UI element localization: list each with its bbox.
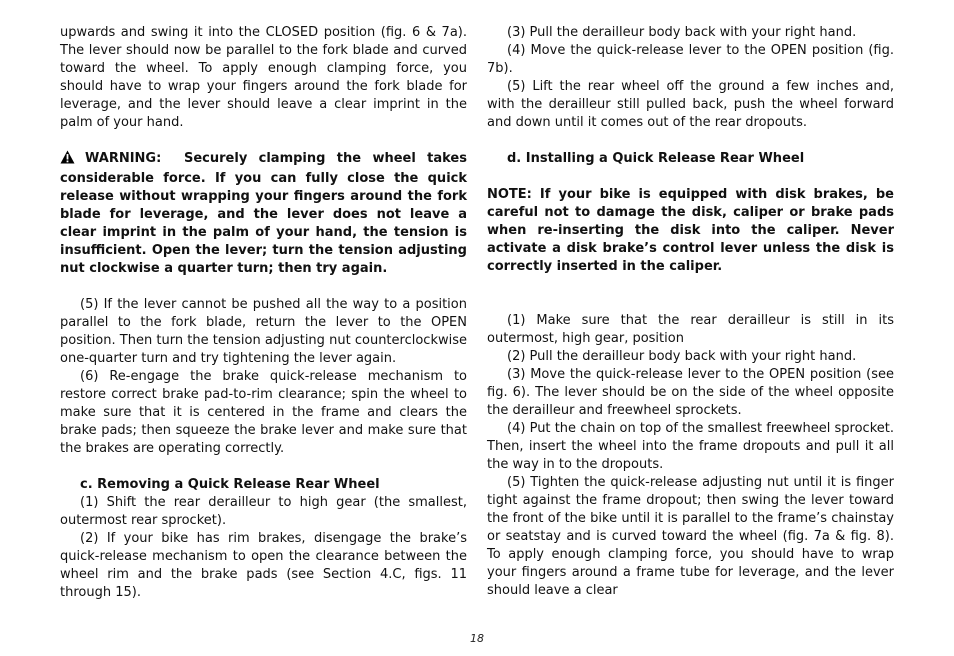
warning-label: WARNING: [85, 151, 162, 166]
section-d-heading: d. Installing a Quick Release Rear Wheel [507, 151, 805, 166]
section-d-step-5: (5) Tighten the quick-release adjusting nut until it is finger tight against the frame dropout; then swing the lever toward the front of the bike until it is parallel to the frame’s chainstay or seatstay and is curved toward the wheel (fig. 7a & fig. 8). To apply enough clamping force, you should have to wrap your fingers around a frame tube for leverage, and the lever should leave a clear [487, 475, 894, 598]
right-column [487, 24, 894, 600]
section-c-step-5: (5) Lift the rear wheel off the ground a few inches and, with the derailleur still pulled back, push the wheel forward and down until it comes out of the rear dropouts. [487, 79, 894, 130]
warning-triangle-icon [60, 150, 75, 170]
warning-text: Securely clamping the wheel takes considerable force. If you can fully close the quick release without wrapping your fingers around the fork blade for leverage, and the lever does not leave a clear imprint in the palm of your hand, the tension is insufficient. Open the lever; turn the tension adjusting nut clockwise a quarter turn; then try again. [60, 151, 467, 276]
section-d-step-3: (3) Move the quick-release lever to the OPEN position (see fig. 6). The lever should be on the side of the wheel opposite the derailleur and freewheel sprockets. [487, 367, 894, 418]
section-c-step-1: (1) Shift the rear derailleur to high gear (the smallest, outermost rear sprocket). [60, 495, 467, 528]
left-column [60, 24, 467, 602]
section-d-step-4: (4) Put the chain on top of the smallest freewheel sprocket. Then, insert the wheel into the frame dropouts and pull it all the way in to the dropouts. [487, 421, 894, 472]
paragraph-closing-lever: upwards and swing it into the CLOSED position (fig. 6 & 7a). The lever should now be parallel to the fork blade and curved toward the wheel. To apply enough clamping force, you should have to wrap your fingers around the fork blade for leverage, and the lever should leave a clear imprint in the palm of your hand. [60, 25, 467, 130]
section-d-step-1: (1) Make sure that the rear derailleur is still in its outermost, high gear, position [487, 313, 894, 346]
page-number: 18 [470, 632, 484, 645]
disk-brake-note: NOTE: If your bike is equipped with disk brakes, be careful not to damage the disk, caliper or brake pads when re-inserting the disk into the caliper. Never activate a disk brake’s control lever unless the disk is correctly inserted in the caliper. [487, 187, 894, 274]
section-c-step-2: (2) If your bike has rim brakes, disengage the brake’s quick-release mechanism to open the clearance between the wheel rim and the brake pads (see Section 4.C, figs. 11 through 15). [60, 531, 467, 600]
section-c-heading: c. Removing a Quick Release Rear Wheel [80, 477, 380, 492]
section-c-step-3: (3) Pull the derailleur body back with your right hand. [507, 25, 857, 40]
warning-block [60, 150, 467, 278]
section-c-step-4: (4) Move the quick-release lever to the OPEN position (fig. 7b). [487, 43, 894, 76]
section-d-step-2: (2) Pull the derailleur body back with your right hand. [507, 349, 857, 364]
step-6-text: (6) Re-engage the brake quick-release mechanism to restore correct brake pad-to-rim clearance; spin the wheel to make sure that it is centered in the frame and clears the brake pads; then squeeze the brake lever and make sure that the brakes are operating correctly. [60, 369, 467, 456]
step-5-text: (5) If the lever cannot be pushed all the way to a position parallel to the fork blade, return the lever to the OPEN position. Then turn the tension adjusting nut counterclockwise one-quarter turn and try tightening the lever again. [60, 297, 467, 366]
